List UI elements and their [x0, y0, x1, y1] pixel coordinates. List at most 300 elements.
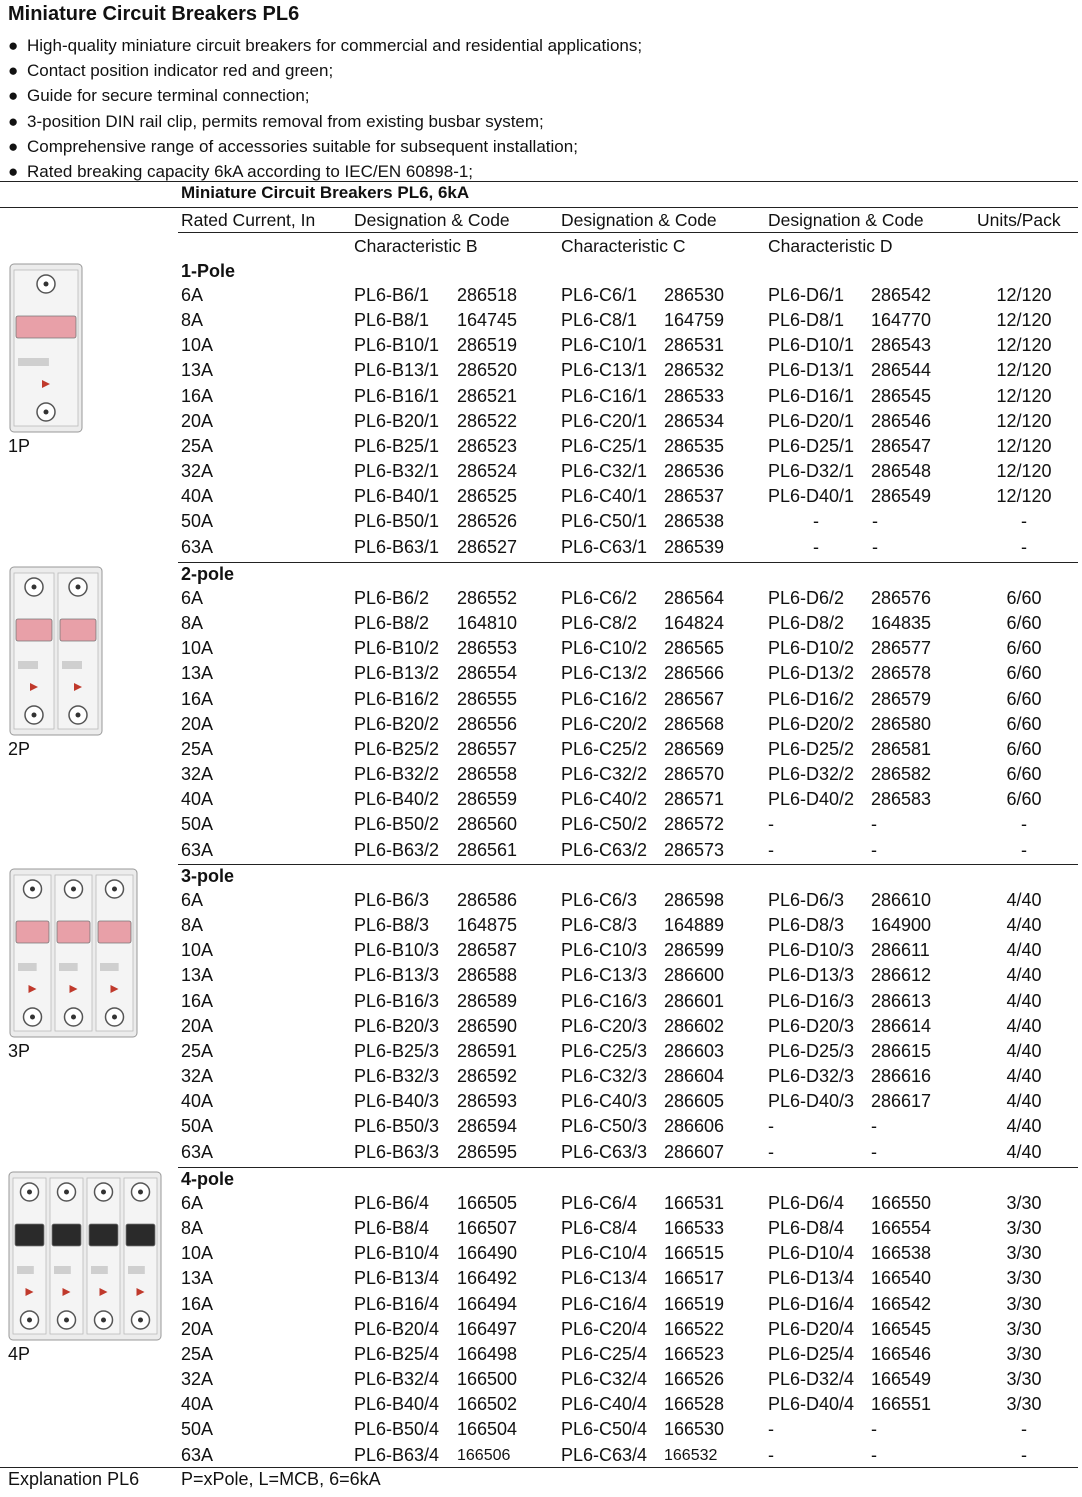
cell-designation-d: PL6-D25/1 [768, 435, 855, 456]
cell-designation-b: PL6-B16/1 [354, 385, 440, 406]
cell-designation-b: PL6-B8/2 [354, 613, 430, 634]
cell-code-b: 166494 [457, 1293, 518, 1314]
cell-designation-c: PL6-C63/3 [561, 1141, 648, 1162]
cell-rated-current: 20A [181, 713, 214, 734]
cell-code-b: 286586 [457, 890, 518, 910]
cell-code-b: 286554 [457, 663, 518, 684]
cell-rated-current: 6A [181, 285, 204, 305]
cell-code-d: 164835 [871, 613, 932, 634]
cell-code-c: 286537 [664, 486, 725, 507]
cell-units-pack: 4/40 [1006, 1066, 1042, 1087]
cell-designation-c: PL6-C20/1 [561, 410, 648, 431]
cell-designation-c: PL6-C25/1 [561, 435, 648, 456]
cell-designation-d: PL6-D10/2 [768, 638, 855, 659]
cell-units-pack: 6/60 [1006, 663, 1042, 684]
cell-code-d: 164770 [871, 310, 932, 331]
cell-units-pack: 12/120 [996, 335, 1052, 356]
cell-code-d: 286583 [871, 789, 932, 810]
cell-units-pack: 3/30 [1006, 1218, 1042, 1239]
cell-code-b: 286523 [457, 435, 518, 456]
cell-designation-d: - [813, 536, 819, 557]
cell-designation-b: PL6-B6/4 [354, 1193, 430, 1213]
cell-code-c: 286535 [664, 435, 725, 456]
cell-designation-b: PL6-B13/2 [354, 663, 440, 684]
group-rule [178, 1167, 1078, 1168]
cell-units-pack: - [1021, 839, 1027, 860]
cell-designation-b: PL6-B13/1 [354, 360, 440, 381]
cell-code-b: 286595 [457, 1141, 518, 1162]
cell-rated-current: 10A [181, 1243, 214, 1264]
cell-code-c: 286571 [664, 789, 725, 810]
cell-designation-c: PL6-C13/4 [561, 1268, 648, 1289]
cell-designation-b: PL6-B6/1 [354, 285, 430, 305]
cell-designation-d: - [768, 1419, 774, 1440]
cell-rated-current: 6A [181, 890, 204, 910]
cell-designation-c: PL6-C20/3 [561, 1015, 648, 1036]
cell-designation-d: PL6-D6/1 [768, 285, 845, 305]
cell-code-b: 164810 [457, 613, 518, 634]
cell-designation-d: PL6-D20/2 [768, 713, 855, 734]
cell-rated-current: 50A [181, 814, 214, 835]
cell-code-d: - [871, 1141, 877, 1162]
cell-code-c: 164889 [664, 915, 725, 936]
cell-rated-current: 10A [181, 940, 214, 961]
cell-rated-current: 10A [181, 638, 214, 659]
subheader-rule [178, 232, 1078, 233]
cell-code-b: 286518 [457, 285, 518, 305]
header-rated-current: Rated Current, In [181, 210, 316, 230]
cell-designation-c: PL6-C32/4 [561, 1369, 648, 1390]
cell-designation-b: PL6-B16/2 [354, 688, 440, 709]
cell-designation-c: PL6-C6/2 [561, 588, 638, 608]
cell-code-c: 164824 [664, 613, 725, 634]
cell-units-pack: - [1021, 511, 1027, 532]
cell-designation-d: - [768, 1444, 774, 1465]
cell-code-b: 166505 [457, 1193, 518, 1213]
cell-designation-c: PL6-C8/4 [561, 1218, 638, 1239]
cell-code-c: 286572 [664, 814, 725, 835]
cell-designation-d: PL6-D40/3 [768, 1091, 855, 1112]
cell-designation-d: - [768, 814, 774, 835]
cell-code-b: 286559 [457, 789, 518, 810]
cell-rated-current: 8A [181, 613, 204, 634]
cell-units-pack: 3/30 [1006, 1243, 1042, 1264]
cell-units-pack: 4/40 [1006, 1116, 1042, 1137]
cell-designation-b: PL6-B50/4 [354, 1419, 440, 1440]
cell-designation-b: PL6-B32/4 [354, 1369, 440, 1390]
cell-code-c: 166523 [664, 1343, 725, 1364]
header-characteristic-d: Characteristic D [768, 236, 893, 256]
cell-designation-c: PL6-C40/4 [561, 1394, 648, 1415]
cell-code-d: 286544 [871, 360, 932, 381]
cell-designation-b: PL6-B10/4 [354, 1243, 440, 1264]
cell-designation-d: PL6-D8/3 [768, 915, 845, 936]
cell-code-c: 286533 [664, 385, 725, 406]
cell-designation-c: PL6-C13/3 [561, 965, 648, 986]
cell-code-d: 286577 [871, 638, 932, 659]
cell-rated-current: 50A [181, 511, 214, 532]
cell-designation-d: PL6-D20/1 [768, 410, 855, 431]
cell-code-c: 286602 [664, 1015, 725, 1036]
feature-item [8, 33, 642, 58]
cell-units-pack: - [1021, 1444, 1027, 1465]
cell-designation-c: PL6-C40/2 [561, 789, 648, 810]
cell-rated-current: 32A [181, 764, 214, 785]
cell-code-c: 286565 [664, 638, 725, 659]
cell-rated-current: 8A [181, 915, 204, 936]
cell-units-pack: 6/60 [1006, 613, 1042, 634]
bullet-glyph: ● [8, 36, 19, 55]
cell-rated-current: 16A [181, 990, 214, 1011]
cell-units-pack: 4/40 [1006, 1015, 1042, 1036]
cell-units-pack: 6/60 [1006, 713, 1042, 734]
cell-designation-d: PL6-D20/4 [768, 1318, 855, 1339]
cell-code-b: 166497 [457, 1318, 518, 1339]
cell-code-d: 166554 [871, 1218, 932, 1239]
cell-units-pack: 3/30 [1006, 1369, 1042, 1390]
cell-rated-current: 20A [181, 1318, 214, 1339]
cell-code-d: 286549 [871, 486, 932, 507]
cell-rated-current: 20A [181, 410, 214, 431]
cell-code-b: 286522 [457, 410, 518, 431]
pole-side-label: 1P [8, 436, 31, 456]
cell-code-c: 286538 [664, 511, 725, 532]
cell-code-c: 286601 [664, 990, 725, 1011]
cell-rated-current: 16A [181, 1293, 214, 1314]
cell-designation-b: PL6-B8/3 [354, 915, 430, 936]
feature-item [8, 83, 642, 108]
bullet-glyph: ● [8, 136, 19, 156]
cell-designation-b: PL6-B25/3 [354, 1040, 440, 1061]
cell-code-d: 166551 [871, 1394, 932, 1415]
cell-units-pack: 12/120 [996, 285, 1052, 305]
cell-units-pack: 6/60 [1006, 789, 1042, 810]
cell-rated-current: 25A [181, 1343, 214, 1364]
cell-code-b: 166502 [457, 1394, 518, 1415]
cell-rated-current: 20A [181, 1015, 214, 1036]
cell-code-d: 286578 [871, 663, 932, 684]
cell-designation-d: PL6-D25/3 [768, 1040, 855, 1061]
cell-code-b: 166492 [457, 1268, 518, 1289]
cell-code-b: 166504 [457, 1419, 518, 1440]
cell-rated-current: 6A [181, 588, 204, 608]
cell-designation-c: PL6-C20/4 [561, 1318, 648, 1339]
cell-code-b: 166507 [457, 1218, 518, 1239]
cell-designation-d: PL6-D16/1 [768, 385, 855, 406]
cell-code-d: - [871, 839, 877, 860]
cell-code-b: 164875 [457, 915, 518, 936]
cell-designation-c: PL6-C16/2 [561, 688, 648, 709]
cell-rated-current: 63A [181, 839, 214, 860]
header-designation-c: Designation & Code [561, 210, 717, 230]
cell-rated-current: 32A [181, 1066, 214, 1087]
cell-code-d: 166549 [871, 1369, 932, 1390]
cell-units-pack: 3/30 [1006, 1318, 1042, 1339]
cell-designation-b: PL6-B6/2 [354, 588, 430, 608]
cell-code-c: 286607 [664, 1141, 725, 1162]
cell-code-c: 166522 [664, 1318, 725, 1339]
cell-designation-c: PL6-C10/1 [561, 335, 648, 356]
cell-designation-b: PL6-B63/3 [354, 1141, 440, 1162]
cell-designation-c: PL6-C8/1 [561, 310, 638, 331]
cell-code-b: 286555 [457, 688, 518, 709]
cell-units-pack: 12/120 [996, 360, 1052, 381]
cell-designation-d: PL6-D32/4 [768, 1369, 855, 1390]
cell-code-c: 286603 [664, 1040, 725, 1061]
cell-code-d: 286610 [871, 890, 932, 910]
cell-code-d: 166550 [871, 1193, 932, 1213]
cell-code-c: 166528 [664, 1394, 725, 1415]
header-rule [0, 207, 1078, 208]
cell-code-c: 286570 [664, 764, 725, 785]
cell-designation-b: PL6-B40/2 [354, 789, 440, 810]
cell-designation-b: PL6-B6/3 [354, 890, 430, 910]
cell-designation-d: PL6-D10/3 [768, 940, 855, 961]
cell-designation-c: PL6-C10/4 [561, 1243, 648, 1264]
cell-designation-d: - [813, 511, 819, 532]
cell-code-c: 286564 [664, 588, 725, 608]
cell-units-pack: 4/40 [1006, 1141, 1042, 1162]
cell-designation-c: PL6-C8/3 [561, 915, 638, 936]
cell-code-c: 286534 [664, 410, 725, 431]
cell-units-pack: 4/40 [1006, 990, 1042, 1011]
cell-designation-d: PL6-D13/2 [768, 663, 855, 684]
cell-code-b: 166498 [457, 1343, 518, 1364]
cell-designation-b: PL6-B13/4 [354, 1268, 440, 1289]
cell-designation-d: PL6-D40/1 [768, 486, 855, 507]
cell-designation-b: PL6-B20/3 [354, 1015, 440, 1036]
cell-code-b: 286592 [457, 1066, 518, 1087]
cell-code-b: 286593 [457, 1091, 518, 1112]
cell-rated-current: 10A [181, 335, 214, 356]
cell-designation-c: PL6-C40/1 [561, 486, 648, 507]
cell-designation-c: PL6-C16/1 [561, 385, 648, 406]
cell-designation-b: PL6-B16/4 [354, 1293, 440, 1314]
cell-code-d: - [871, 1419, 877, 1440]
cell-code-c: 286573 [664, 839, 725, 860]
cell-units-pack: - [1021, 1419, 1027, 1440]
cell-rated-current: 25A [181, 1040, 214, 1061]
cell-code-b: 286553 [457, 638, 518, 659]
cell-rated-current: 40A [181, 486, 214, 507]
cell-code-c: 286536 [664, 461, 725, 482]
cell-designation-d: PL6-D16/4 [768, 1293, 855, 1314]
cell-code-d: 286542 [871, 285, 932, 305]
cell-designation-b: PL6-B25/2 [354, 738, 440, 759]
cell-rated-current: 32A [181, 461, 214, 482]
cell-designation-b: PL6-B50/1 [354, 511, 440, 532]
cell-code-b: 166490 [457, 1243, 518, 1264]
cell-units-pack: 3/30 [1006, 1343, 1042, 1364]
cell-code-d: 286613 [871, 990, 932, 1011]
cell-code-d: 286582 [871, 764, 932, 785]
cell-rated-current: 16A [181, 385, 214, 406]
cell-rated-current: 13A [181, 360, 214, 381]
cell-code-d: 286581 [871, 738, 932, 759]
cell-designation-d: PL6-D32/2 [768, 764, 855, 785]
cell-units-pack: 4/40 [1006, 1040, 1042, 1061]
cell-code-c: 286600 [664, 965, 725, 986]
cell-designation-b: PL6-B20/4 [354, 1318, 440, 1339]
cell-code-c: 164759 [664, 310, 725, 331]
cell-designation-c: PL6-C50/2 [561, 814, 648, 835]
cell-rated-current: 6A [181, 1193, 204, 1213]
cell-designation-c: PL6-C16/3 [561, 990, 648, 1011]
cell-code-b: 286587 [457, 940, 518, 961]
cell-units-pack: 3/30 [1006, 1293, 1042, 1314]
cell-designation-d: PL6-D40/2 [768, 789, 855, 810]
cell-code-d: 286611 [871, 940, 930, 961]
feature-text: High-quality miniature circuit breakers for commercial and residential applications; [27, 36, 643, 55]
cell-code-c: 286539 [664, 536, 725, 557]
cell-units-pack: 6/60 [1006, 738, 1042, 759]
cell-code-d: - [872, 536, 878, 557]
cell-designation-d: PL6-D13/4 [768, 1268, 855, 1289]
footer-rule [0, 1467, 1078, 1468]
pole-side-label: 2P [8, 739, 31, 759]
cell-code-b: 286526 [457, 511, 518, 532]
cell-rated-current: 25A [181, 738, 214, 759]
cell-rated-current: 40A [181, 789, 214, 810]
cell-designation-d: PL6-D8/1 [768, 310, 845, 331]
cell-units-pack: 6/60 [1006, 588, 1042, 608]
cell-designation-b: PL6-B10/2 [354, 638, 440, 659]
cell-designation-d: PL6-D10/1 [768, 335, 855, 356]
cell-designation-d: PL6-D10/4 [768, 1243, 855, 1264]
cell-designation-b: PL6-B63/1 [354, 536, 440, 557]
cell-code-d: 286614 [871, 1015, 932, 1036]
cell-code-d: 286616 [871, 1066, 932, 1087]
cell-rated-current: 50A [181, 1419, 214, 1440]
top-rule [0, 181, 1078, 182]
cell-code-c: 286604 [664, 1066, 725, 1087]
cell-designation-c: PL6-C13/2 [561, 663, 648, 684]
cell-code-b: 166506 [457, 1446, 511, 1464]
cell-code-c: 166526 [664, 1369, 725, 1390]
cell-designation-d: PL6-D32/3 [768, 1066, 855, 1087]
cell-designation-b: PL6-B63/2 [354, 839, 440, 860]
cell-code-c: 166530 [664, 1419, 725, 1440]
cell-code-d: 286612 [871, 965, 932, 986]
cell-code-d: 286543 [871, 335, 932, 356]
cell-designation-c: PL6-C8/2 [561, 613, 638, 634]
page-title: Miniature Circuit Breakers PL6 [8, 3, 300, 25]
cell-designation-c: PL6-C63/2 [561, 839, 648, 860]
cell-code-b: 286527 [457, 536, 518, 557]
cell-code-b: 166500 [457, 1369, 518, 1390]
feature-text: Guide for secure terminal connection; [27, 86, 310, 106]
cell-code-c: 166515 [664, 1243, 725, 1264]
cell-designation-c: PL6-C25/3 [561, 1040, 648, 1061]
cell-code-c: 166532 [664, 1446, 718, 1464]
pole-side-label: 3P [8, 1041, 31, 1061]
pole-group-title: 1-Pole [181, 261, 236, 281]
cell-designation-b: PL6-B50/2 [354, 814, 440, 835]
cell-designation-b: PL6-B50/3 [354, 1116, 440, 1137]
cell-designation-d: PL6-D40/4 [768, 1394, 855, 1415]
bullet-glyph: ● [8, 111, 19, 131]
cell-rated-current: 50A [181, 1116, 214, 1137]
cell-code-d: 286547 [871, 435, 932, 456]
cell-code-c: 286567 [664, 688, 725, 709]
cell-designation-c: PL6-C32/2 [561, 764, 648, 785]
cell-code-b: 286558 [457, 764, 518, 785]
cell-code-b: 286561 [457, 839, 518, 860]
breaker-image-4p [7, 1170, 163, 1347]
cell-code-c: 286566 [664, 663, 725, 684]
group-rule [178, 864, 1078, 865]
cell-rated-current: 8A [181, 310, 204, 331]
cell-designation-b: PL6-B20/1 [354, 410, 440, 431]
header-designation-d: Designation & Code [768, 210, 924, 230]
cell-units-pack: 12/120 [996, 435, 1052, 456]
cell-units-pack: 3/30 [1006, 1193, 1042, 1213]
cell-code-c: 166531 [664, 1193, 725, 1213]
cell-rated-current: 63A [181, 536, 214, 557]
cell-code-d: 166545 [871, 1318, 932, 1339]
header-characteristic-c: Characteristic C [561, 236, 686, 256]
cell-code-c: 166533 [664, 1218, 725, 1239]
cell-designation-d: PL6-D16/3 [768, 990, 855, 1011]
cell-code-c: 286531 [664, 335, 725, 356]
cell-code-d: 166546 [871, 1343, 932, 1364]
breaker-image-3p [8, 867, 139, 1044]
cell-designation-b: PL6-B40/4 [354, 1394, 440, 1415]
cell-designation-d: PL6-D16/2 [768, 688, 855, 709]
cell-rated-current: 8A [181, 1218, 204, 1239]
group-rule [178, 562, 1078, 563]
cell-designation-c: PL6-C63/4 [561, 1444, 648, 1465]
cell-designation-c: PL6-C50/1 [561, 511, 648, 532]
cell-code-c: 286605 [664, 1091, 725, 1112]
cell-designation-d: PL6-D8/4 [768, 1218, 845, 1239]
cell-designation-b: PL6-B32/1 [354, 461, 440, 482]
cell-rated-current: 13A [181, 1268, 214, 1289]
cell-designation-b: PL6-B8/4 [354, 1218, 430, 1239]
bullet-glyph: ● [8, 162, 19, 182]
cell-code-b: 286524 [457, 461, 518, 482]
cell-units-pack: 6/60 [1006, 638, 1042, 659]
cell-designation-c: PL6-C6/1 [561, 285, 638, 305]
cell-code-c: 286599 [664, 940, 725, 961]
cell-code-c: 286530 [664, 285, 725, 305]
feature-text: 3-position DIN rail clip, permits removal from existing busbar system; [27, 111, 544, 131]
cell-rated-current: 63A [181, 1141, 214, 1162]
cell-designation-d: PL6-D8/2 [768, 613, 845, 634]
feature-item [8, 109, 642, 134]
cell-rated-current: 25A [181, 435, 214, 456]
cell-designation-b: PL6-B16/3 [354, 990, 440, 1011]
feature-item [8, 58, 642, 83]
cell-units-pack: 4/40 [1006, 1091, 1042, 1112]
cell-units-pack: 4/40 [1006, 940, 1042, 961]
cell-code-d: 286580 [871, 713, 932, 734]
cell-rated-current: 13A [181, 965, 214, 986]
cell-units-pack: 12/120 [996, 486, 1052, 507]
cell-code-d: 286617 [871, 1091, 932, 1112]
cell-code-b: 286525 [457, 486, 518, 507]
cell-units-pack: - [1021, 536, 1027, 557]
breaker-image-2p [8, 565, 104, 742]
header-characteristic-b: Characteristic B [354, 236, 478, 256]
cell-code-c: 286606 [664, 1116, 725, 1137]
cell-designation-d: PL6-D20/3 [768, 1015, 855, 1036]
cell-code-d: - [871, 1116, 877, 1137]
cell-units-pack: 12/120 [996, 385, 1052, 406]
cell-designation-d: PL6-D6/4 [768, 1193, 845, 1213]
cell-units-pack: 6/60 [1006, 688, 1042, 709]
cell-designation-b: PL6-B20/2 [354, 713, 440, 734]
